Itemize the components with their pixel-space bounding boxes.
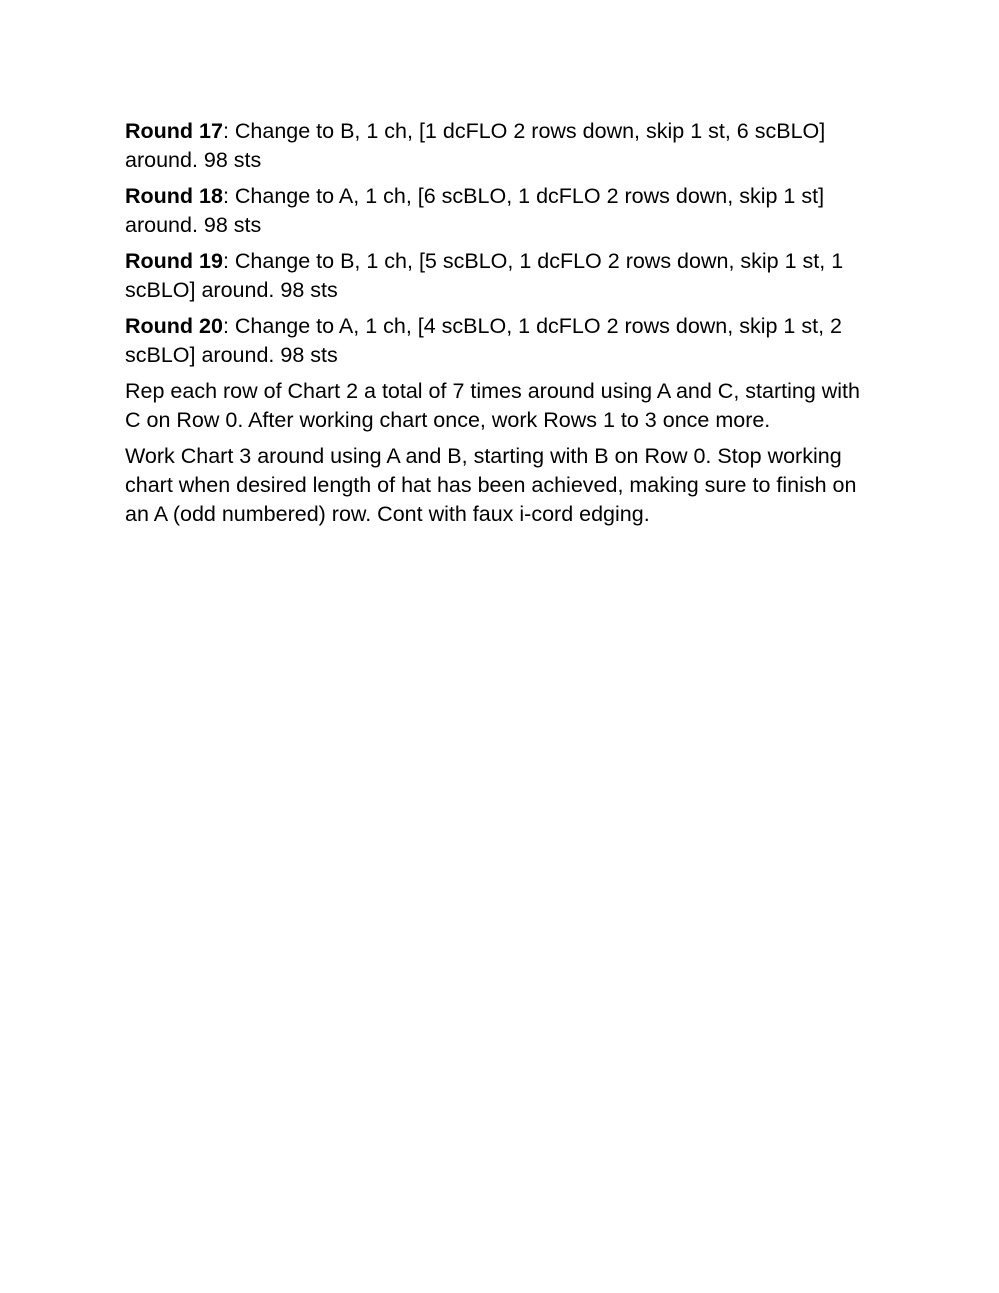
document-page — [125, 117, 877, 536]
round-20-instruction — [125, 312, 877, 370]
round-label: Round 19 — [125, 249, 223, 273]
round-text: : Change to B, 1 ch, [1 dcFLO 2 rows down, skip 1 st, 6 scBLO] around. 98 sts — [125, 119, 826, 172]
round-19-instruction — [125, 247, 877, 305]
chart-2-instruction: Rep each row of Chart 2 a total of 7 times around using A and C, starting with C on Row 0. After working chart once, work Rows 1 to 3 once more. — [125, 379, 860, 432]
round-label: Round 17 — [125, 119, 223, 143]
round-label: Round 20 — [125, 314, 223, 338]
round-label: Round 18 — [125, 184, 223, 208]
round-text: : Change to A, 1 ch, [4 scBLO, 1 dcFLO 2 rows down, skip 1 st, 2 scBLO] around. 98 sts — [125, 314, 842, 367]
round-text: : Change to A, 1 ch, [6 scBLO, 1 dcFLO 2 rows down, skip 1 st] around. 98 sts — [125, 184, 825, 237]
round-18-instruction — [125, 182, 877, 240]
round-text: : Change to B, 1 ch, [5 scBLO, 1 dcFLO 2 rows down, skip 1 st, 1 scBLO] around. 98 sts — [125, 249, 844, 302]
chart-3-instruction: Work Chart 3 around using A and B, starting with B on Row 0. Stop working chart when desired length of hat has been achieved, making sure to finish on an A (odd numbered) row. Cont with faux i-cord edging. — [125, 444, 857, 526]
round-17-instruction — [125, 117, 877, 175]
